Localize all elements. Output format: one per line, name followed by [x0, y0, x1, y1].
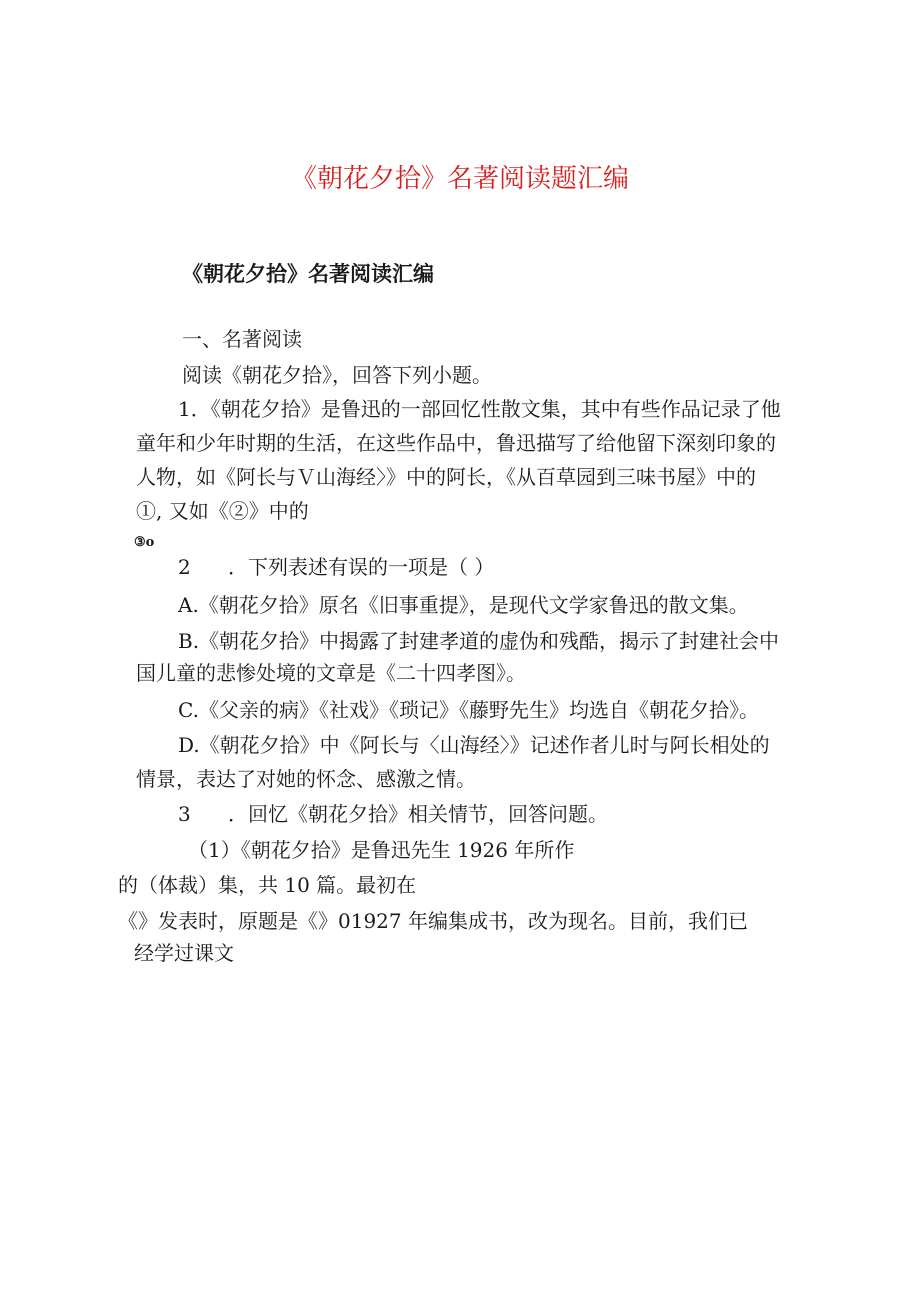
q3-sub1-line-3: 《》发表时，原题是《》01927 年编集成书，改为现名。目前，我们已	[118, 909, 748, 933]
q1-line-1: 1．《朝花夕拾》是鲁迅的一部回忆性散文集，其中有些作品记录了他	[178, 397, 781, 421]
q1-line-5: ③o	[134, 535, 155, 550]
section-heading: 一、名著阅读	[182, 327, 302, 351]
q3-stem: ．回忆《朝花夕拾》相关情节，回答问题。	[228, 802, 608, 826]
q2-option-d-line-1: D.《朝花夕拾》中《阿长与〈山海经〉》记述作者儿时与阿长相处的	[178, 733, 770, 757]
q1-line-2: 童年和少年时期的生活，在这些作品中，鲁迅描写了给他留下深刻印象的	[136, 431, 776, 455]
q3-number: 3	[178, 802, 191, 826]
q2-option-d-line-2: 情景，表达了对她的怀念、感激之情。	[136, 767, 476, 791]
q3-sub1-line-4: 经学过课文	[134, 941, 234, 965]
intro-text: 阅读《朝花夕拾》，回答下列小题。	[182, 363, 492, 387]
document-subtitle: 《朝花夕拾》名著阅读汇编	[182, 262, 434, 286]
page-title: 《朝花夕拾》名著阅读题汇编	[290, 164, 629, 194]
q2-option-b-line-2: 国儿童的悲惨处境的文章是《二十四孝图》。	[136, 661, 526, 685]
q2-option-c: C.《父亲的病》《社戏》《琐记》《藤野先生》均选自《朝花夕拾》。	[178, 698, 759, 722]
q3-sub1-line-1: （1）《朝花夕拾》是鲁迅先生 1926 年所作	[188, 838, 575, 862]
q2-stem: ．下列表述有误的一项是（ ）	[228, 555, 495, 579]
q2-number: 2	[178, 555, 191, 579]
q1-line-3: 人物，如《阿长与Ｖ山海经〉》中的阿长，《从百草园到三味书屋》中的	[136, 465, 756, 489]
q2-option-b-line-1: B.《朝花夕拾》中揭露了封建孝道的虚伪和残酷，揭示了封建社会中	[178, 629, 780, 653]
q1-line-4: ①, 又如《②》中的	[136, 499, 309, 523]
q3-sub1-line-2: 的（体裁）集，共 10 篇。最初在	[118, 873, 417, 897]
q2-option-a: A.《朝花夕拾》原名《旧事重提》，是现代文学家鲁迅的散文集。	[178, 593, 749, 617]
